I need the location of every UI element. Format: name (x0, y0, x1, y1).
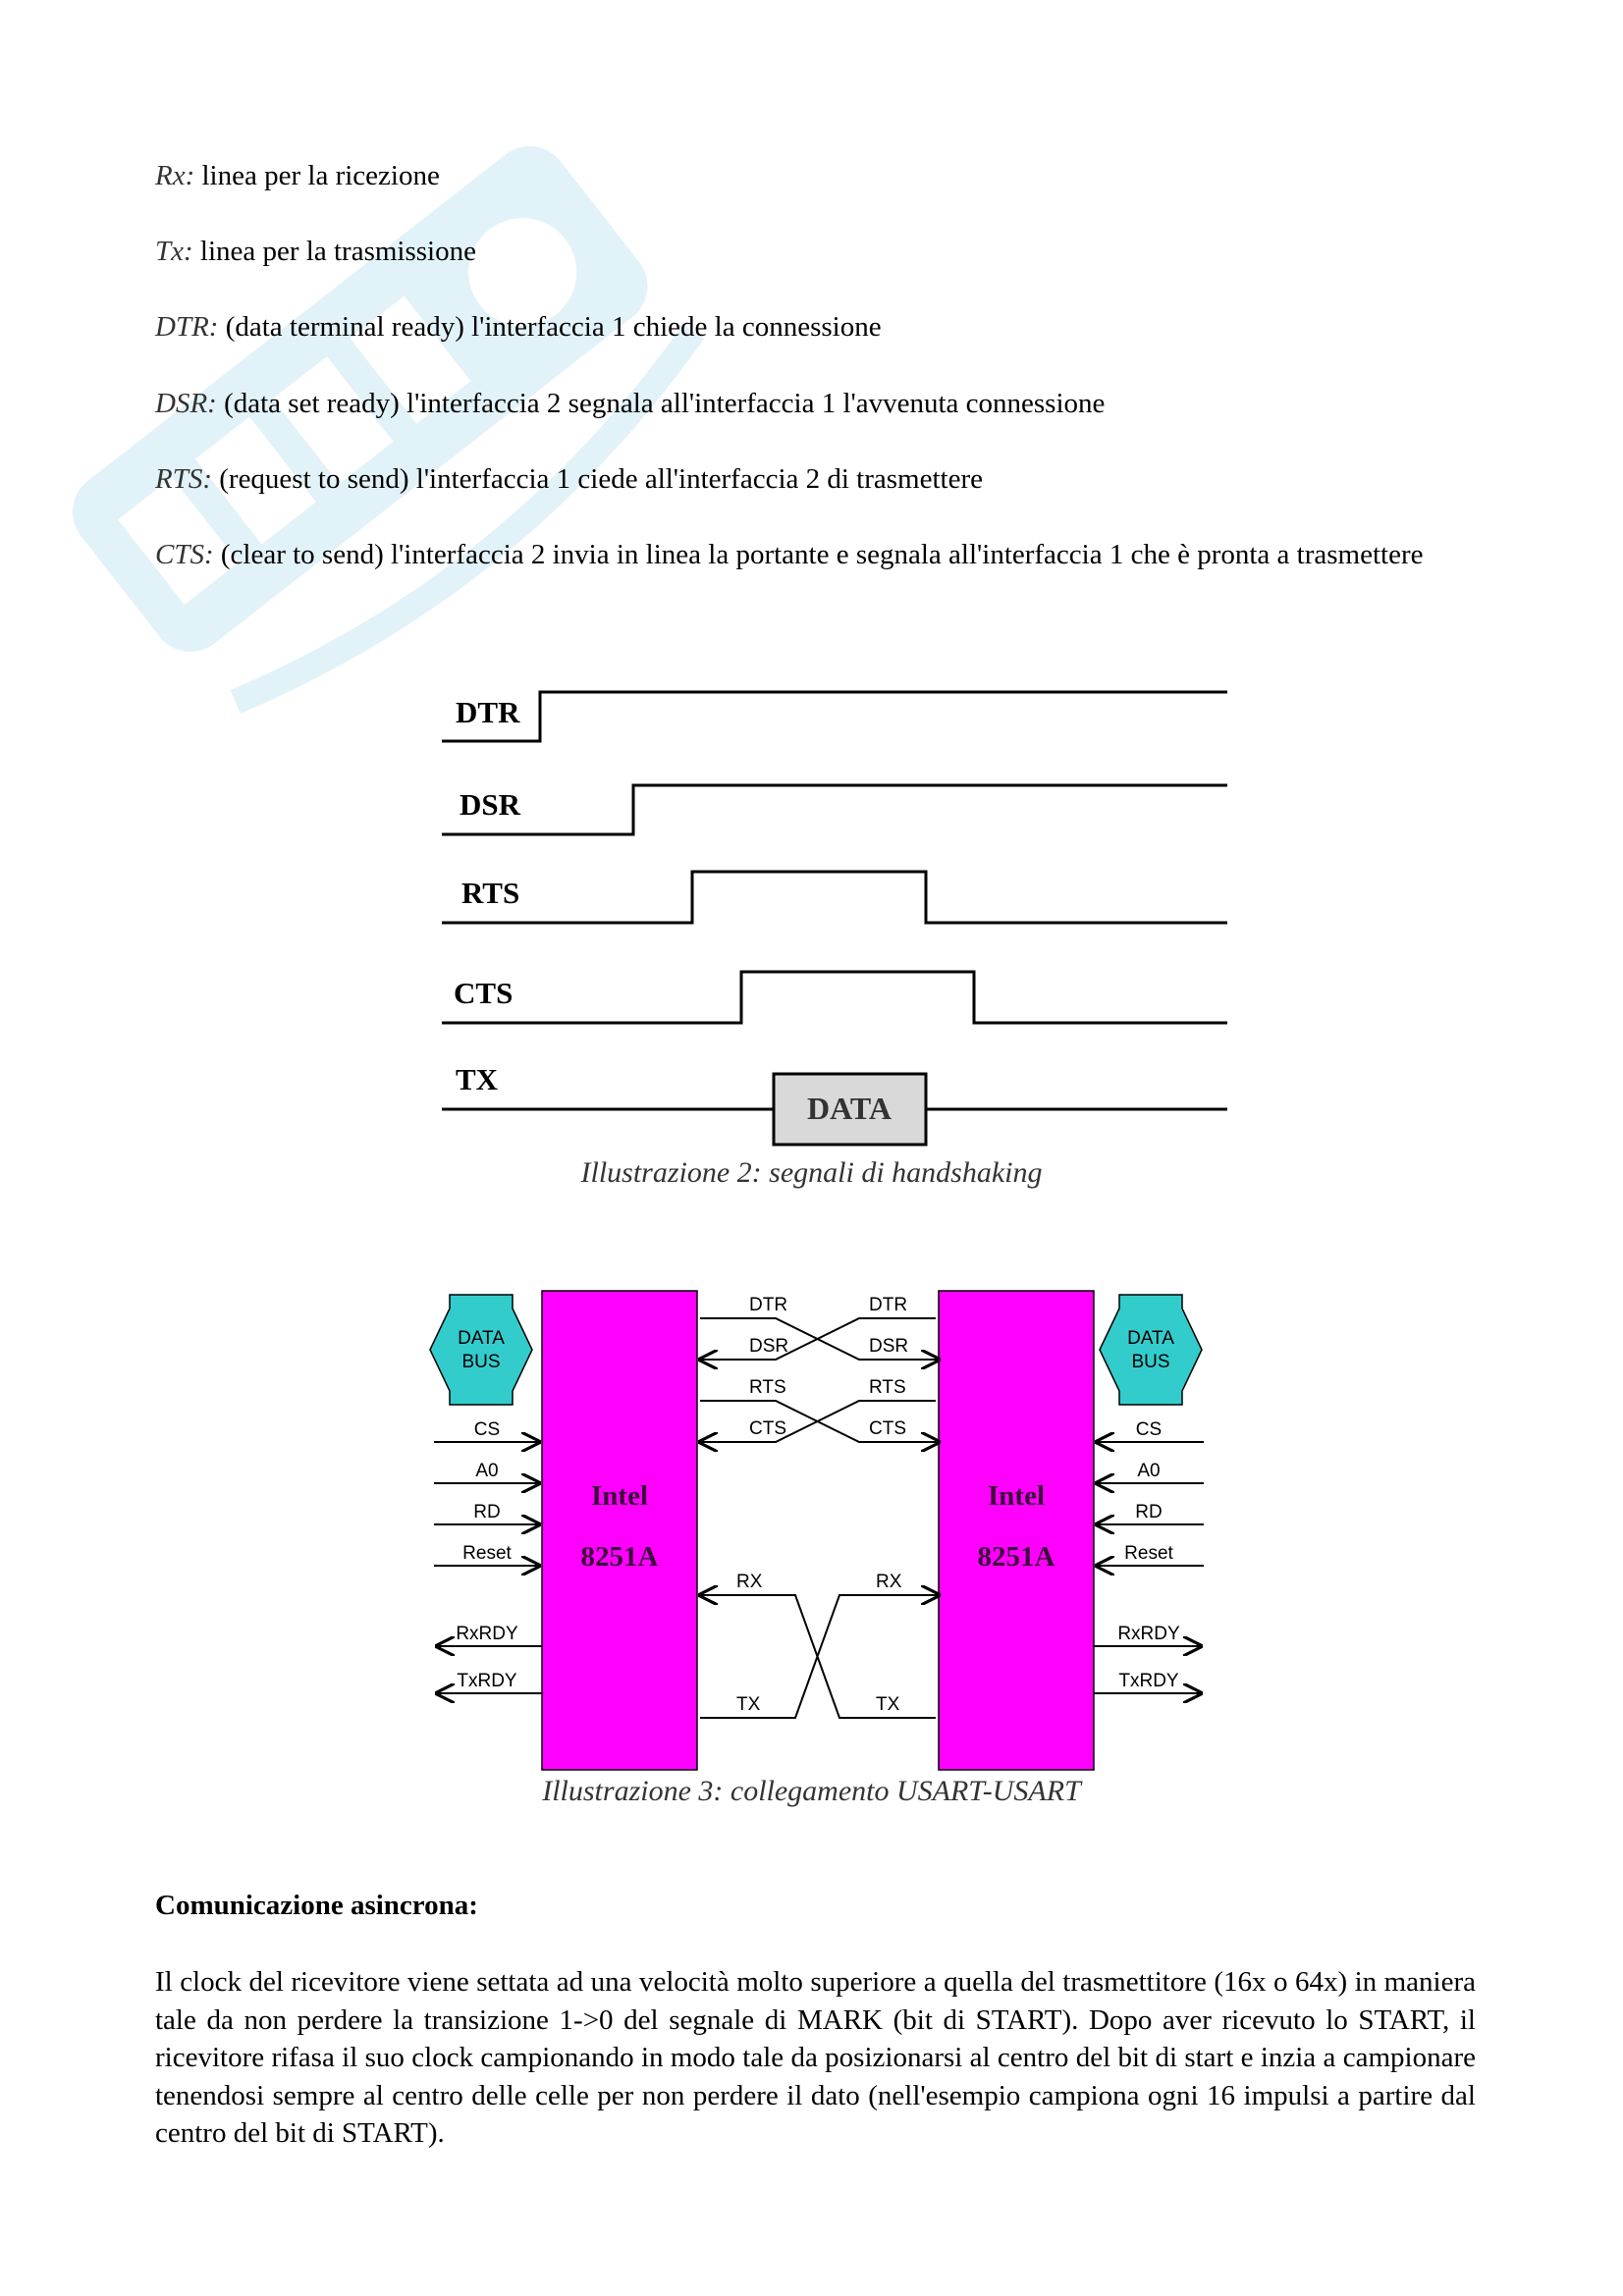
section-heading: Comunicazione asincrona: (155, 1890, 478, 1921)
pin-label-rd: RD (473, 1502, 501, 1522)
pin-label-a0: A0 (1137, 1461, 1161, 1481)
pin-label-dsr: DSR (749, 1336, 789, 1357)
data-bus-arrow-left (430, 1295, 532, 1405)
chip-right (939, 1291, 1094, 1770)
pin-label-rx: RX (876, 1572, 902, 1592)
cts-waveform (442, 972, 1227, 1023)
usart-connection-diagram (422, 1281, 1227, 1782)
pin-label-cts: CTS (749, 1418, 786, 1439)
definition-rx: Rx: linea per la ricezione (155, 160, 440, 191)
definition-cts: CTS: (clear to send) l'interfaccia 2 invia in linea la portante e segnala all'interfaccia 1 che è pronta a trasmettere (155, 539, 1424, 570)
signal-label-tx: TX (456, 1062, 499, 1096)
pin-label-dsr: DSR (869, 1336, 909, 1357)
signal-label-rts: RTS (461, 876, 520, 910)
figure3-caption: Illustrazione 3: collegamento USART-USART (542, 1775, 1081, 1807)
term: DSR: (155, 388, 217, 419)
term: RTS: (155, 463, 212, 495)
pin-label-dtr: DTR (749, 1295, 788, 1315)
signal-label-dtr: DTR (456, 695, 520, 729)
pin-label-dtr: DTR (869, 1295, 908, 1315)
definition-dtr: DTR: (data terminal ready) l'interfaccia 1 chiede la connessione (155, 311, 882, 343)
definition-tx: Tx: linea per la trasmissione (155, 236, 476, 267)
definition-rts: RTS: (request to send) l'interfaccia 1 ciede all'interfaccia 2 di trasmettere (155, 463, 983, 495)
chip-label: Intel (591, 1480, 648, 1512)
pin-label-rts: RTS (749, 1377, 786, 1398)
chip-label: Intel (988, 1480, 1045, 1512)
section-body: Il clock del ricevitore viene settata ad una velocità molto superiore a quella del trasmettitore (16x o 64x) in maniera tale da non perdere la transizione 1->0 del segnale di MARK (bit di START). Dopo aver ricevuto lo START, il ricevitore rifasa il suo clock campionando in modo tale da posizionarsi al centro del bit di start e inzia a campionare tenendosi sempre al centro delle celle per non perdere il dato (nell'esempio campiona ogni 16 impulsi a partire dal centro del bit di START). (155, 1966, 1476, 2149)
term: Rx: (155, 160, 195, 191)
handshake-timing-diagram (432, 677, 1237, 1158)
term: Tx: (155, 236, 193, 267)
figure2-caption: Illustrazione 2: segnali di handshaking (580, 1156, 1043, 1189)
pin-label-cs: CS (473, 1419, 501, 1440)
data-bus-label: DATA (458, 1328, 505, 1349)
pin-label-txrdy: TxRDY (1118, 1671, 1179, 1691)
pin-label-rts: RTS (869, 1377, 906, 1398)
data-bus-label: DATA (1127, 1328, 1174, 1349)
dsr-waveform (442, 785, 1227, 834)
pin-label-cts: CTS (869, 1418, 906, 1439)
dtr-waveform (442, 692, 1227, 741)
pin-label-rd: RD (1135, 1502, 1163, 1522)
term: DTR: (155, 311, 219, 343)
signal-label-dsr: DSR (460, 787, 521, 822)
data-bus-label: BUS (1131, 1352, 1170, 1372)
chip-label: 8251A (977, 1541, 1055, 1573)
pin-label-a0: A0 (475, 1461, 499, 1481)
pin-label-rxrdy: RxRDY (1117, 1624, 1180, 1644)
pin-label-txrdy: TxRDY (457, 1671, 517, 1691)
pin-label-rxrdy: RxRDY (456, 1624, 518, 1644)
pin-label-tx: TX (876, 1694, 900, 1715)
pin-label-tx: TX (736, 1694, 761, 1715)
data-label: DATA (807, 1091, 892, 1126)
term: CTS: (155, 539, 214, 570)
chip-left (542, 1291, 697, 1770)
rts-waveform (442, 872, 1227, 923)
chip-label: 8251A (580, 1541, 659, 1573)
pin-label-cs: CS (1135, 1419, 1163, 1440)
definition-dsr: DSR: (data set ready) l'interfaccia 2 segnala all'interfaccia 1 l'avvenuta connessione (155, 388, 1106, 419)
signal-label-cts: CTS (454, 976, 514, 1010)
data-bus-arrow-right (1100, 1295, 1202, 1405)
pin-label-reset: Reset (462, 1543, 512, 1564)
pin-label-reset: Reset (1124, 1543, 1173, 1564)
pin-label-rx: RX (736, 1572, 763, 1592)
data-bus-label: BUS (461, 1352, 501, 1372)
